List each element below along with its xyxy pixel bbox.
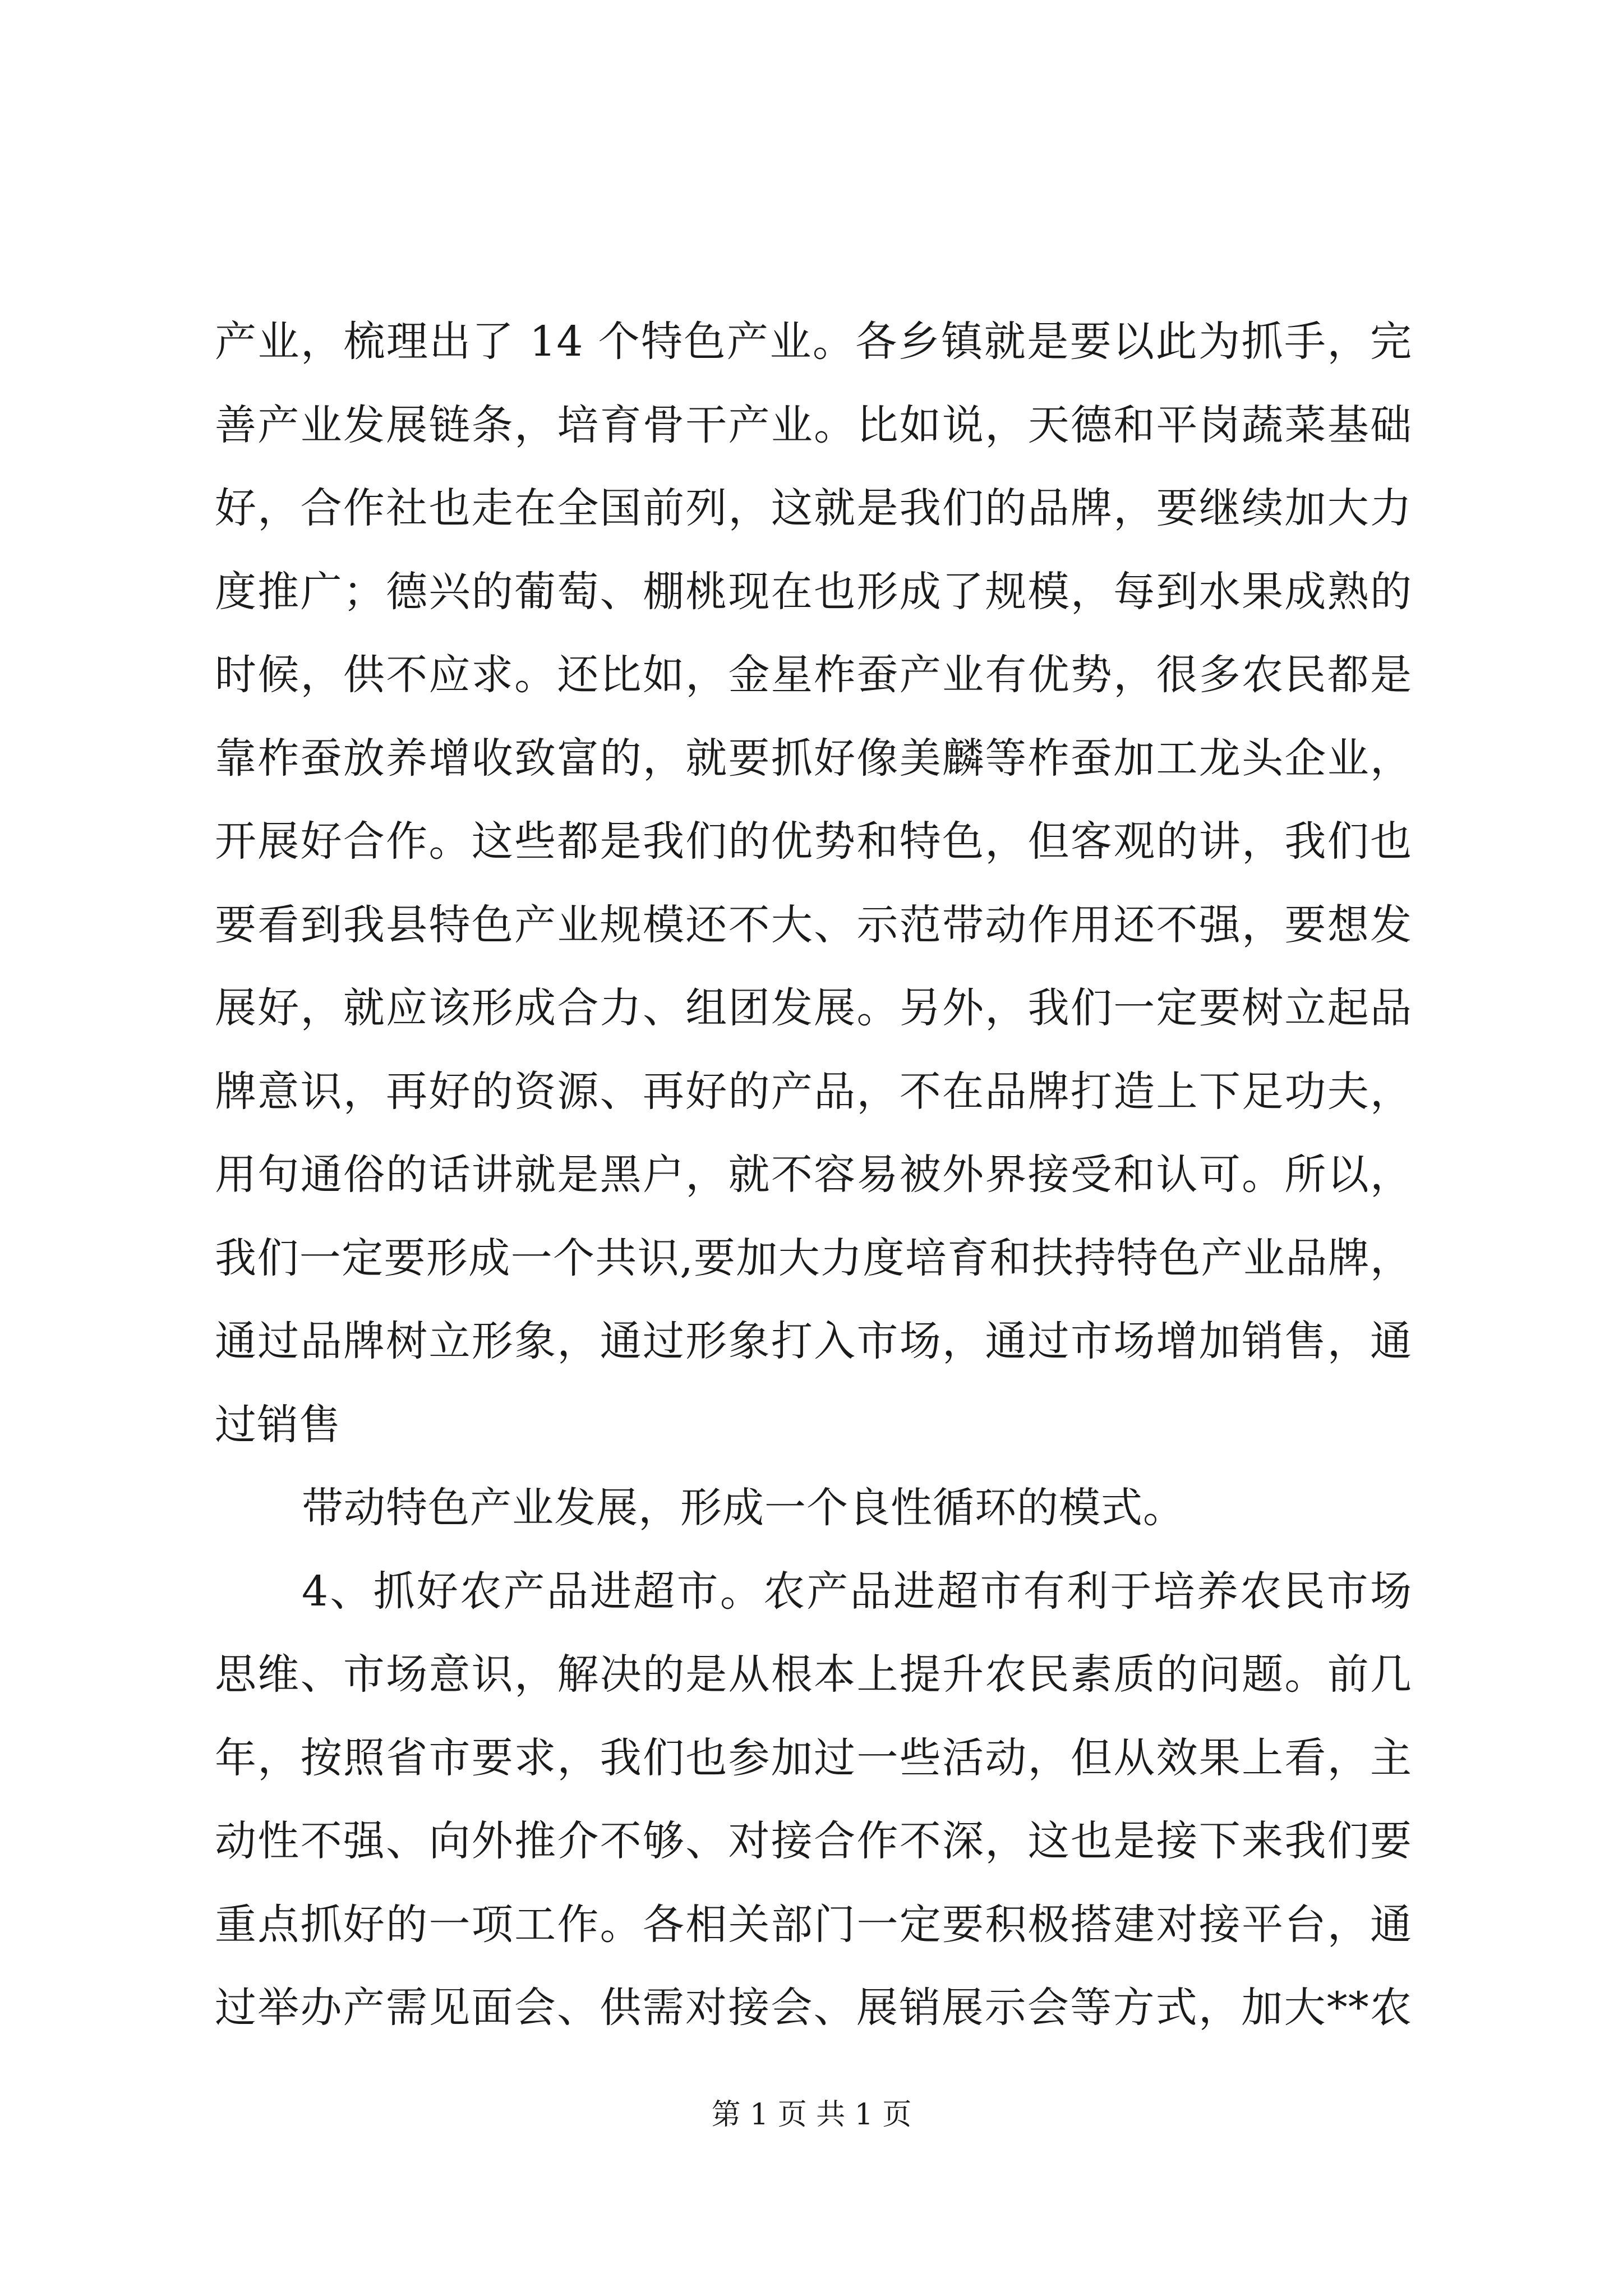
text-line: 用句通俗的话讲就是黑户，就不容易被外界接受和认可。所以， [215, 1151, 1412, 1199]
text-line: 度推广；德兴的葡萄、棚桃现在也形成了规模，每到水果成熟的 [215, 567, 1412, 616]
text-line: 要看到我县特色产业规模还不大、示范带动作用还不强，要想发 [215, 900, 1412, 949]
text-line: 思维、市场意识，解决的是从根本上提升农民素质的问题。前几 [215, 1650, 1412, 1699]
paragraph-start-line: 4、抓好农产品进超市。农产品进超市有利于培养农民市场 [302, 1567, 1412, 1616]
text-line: 过销售 [215, 1400, 341, 1449]
page-number-footer: 第 1 页 共 1 页 [711, 2098, 912, 2132]
text-line: 重点抓好的一项工作。各相关部门一定要积极搭建对接平台，通 [215, 1900, 1412, 1949]
text-line: 过举办产需见面会、供需对接会、展销展示会等方式，加大**农 [215, 1984, 1412, 2032]
text-line: 开展好合作。这些都是我们的优势和特色，但客观的讲，我们也 [215, 817, 1412, 866]
text-line: 通过品牌树立形象，通过形象打入市场，通过市场增加销售，通 [215, 1317, 1412, 1365]
text-line: 我们一定要形成一个共识,要加大力度培育和扶持特色产业品牌， [215, 1234, 1412, 1282]
paragraph-start-line: 带动特色产业发展，形成一个良性循环的模式。 [302, 1484, 1185, 1532]
text-line: 年，按照省市要求，我们也参加过一些活动，但从效果上看，主 [215, 1733, 1412, 1782]
body-text [215, 300, 1412, 2050]
text-line: 时候，供不应求。还比如，金星柞蚕产业有优势，很多农民都是 [215, 651, 1412, 699]
text-line: 善产业发展链条，培育骨干产业。比如说，天德和平岗蔬菜基础 [215, 401, 1412, 449]
text-line: 好，合作社也走在全国前列，这就是我们的品牌，要继续加大力 [215, 484, 1412, 532]
text-line: 牌意识，再好的资源、再好的产品，不在品牌打造上下足功夫， [215, 1067, 1412, 1116]
text-line: 展好，就应该形成合力、组团发展。另外，我们一定要树立起品 [215, 984, 1412, 1032]
text-line: 产业，梳理出了 14 个特色产业。各乡镇就是要以此为抓手，完 [215, 318, 1412, 366]
text-line: 靠柞蚕放养增收致富的，就要抓好像美麟等柞蚕加工龙头企业， [215, 734, 1412, 783]
text-line: 动性不强、向外推介不够、对接合作不深，这也是接下来我们要 [215, 1817, 1412, 1865]
